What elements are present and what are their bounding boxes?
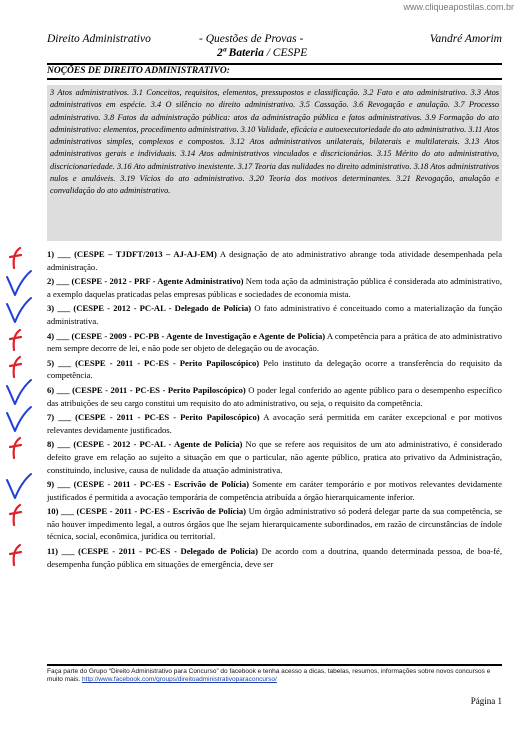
battery-label: 2ª Bateria [217, 47, 264, 59]
question-number: 3) ___ [47, 303, 71, 314]
question-text: Pelo instituto da delegação ocorre a transferência do requisito da competência. [47, 357, 502, 381]
question-number: 7) ___ [47, 412, 72, 423]
header-subject: Direito Administrativo [47, 33, 151, 45]
question-text: Um órgão administrativo só poderá delegar parte da sua competência, se não houver impedimento legal, a outros órgãos que lhe sejam hierarquicamente subordinados, em razão de circunstâncias de índole técnica, social, econômica, jurídica ou territorial. [47, 506, 502, 542]
false-mark-icon [10, 357, 21, 377]
question-item [47, 545, 502, 570]
question-text: O fato administrativo é conceituado como a materialização da função administrativa. [47, 303, 502, 326]
section-rule [47, 78, 502, 80]
header-battery [217, 47, 307, 59]
syllabus-box: 3 Atos administrativos. 3.1 Conceitos, requisitos, elementos, pressupostos e classificação. 3.2 Fato e ato administrativo. 3.3 Atos administrativos em espécie. 3.4 O silêncio no direito administrativo. 3.5 Cassação. 3.6 Revogação e anulação. 3.7 Processo administrativo. 3.8 Fatos da administração pública: atos da administração pública e fatos administrativos. 3.9 Formação do ato administrativo: elementos, procedimento administrativo. 3.10 Validade, eficácia e autoexecutoriedade do ato administrativo. 3.11 Atos administrativos simples, complexos e compostos. 3.12 Atos administrativos unilaterais, bilaterais e multilaterais. 3.13 Atos administrativos gerais e individuais. 3.14 Atos administrativos vinculados e discricionários. 3.15 Mérito do ato administrativo, discricionariedade. 3.16 Ato administrativo inexistente. 3.17 Teoria das nulidades no direito administrativo. 3.18 Atos administrativos nulos e anuláveis. 3.19 Vícios do ato administrativo. 3.20 Teoria dos motivos determinantes. 3.21 Revogação, anulação e convalidação do ato administrativo. [47, 85, 502, 241]
question-source: (CESPE - 2011 - PC-ES - Escrivão de Polícia) [73, 506, 246, 517]
question-number: 9) ___ [47, 479, 71, 490]
question-text: De acordo com a doutrina, quando determinada pessoa, de boa-fé, desempenha função pública em situações de emergência, deve ser [47, 546, 502, 569]
exam-label: / CESPE [263, 47, 308, 59]
false-mark-icon [10, 330, 21, 350]
true-mark-icon [7, 298, 31, 322]
true-mark-icon [7, 407, 31, 431]
question-source: (CESPE - 2011 - PC-ES - Escrivão de Polícia) [70, 479, 249, 490]
question-source: (CESPE - 2011 - PC-ES - Perito Papiloscópico) [71, 412, 260, 423]
header-author: Vandré Amorim [429, 33, 502, 45]
question-text: O poder legal conferido ao agente público para o desempenho específico das atribuições de seu cargo constitui um requisito do ato administrativo, ou seja, o requisito da competência. [47, 384, 502, 408]
question-number: 10) ___ [47, 506, 74, 517]
false-mark-icon [10, 505, 21, 525]
question-item [47, 384, 502, 409]
section-title: NOÇÕES DE DIREITO ADMINISTRATIVO: [47, 66, 230, 76]
question-item [47, 302, 502, 327]
question-source: (CESPE – TJDFT/2013 – AJ-AJ-EM) [70, 249, 217, 259]
question-number: 2) ___ [47, 276, 70, 287]
question-text: A avocação será permitida em caráter excepcional e por motivos relevantes devidamente justificados. [47, 412, 503, 435]
question-source: (CESPE - 2009 - PC-PB - Agente de Investigação e Agente de Polícia) [69, 330, 326, 341]
question-number: 1) ___ [47, 249, 71, 259]
question-source: (CESPE - 2012 - PRF - Agente Administrativo) [69, 276, 244, 287]
question-source: (CESPE - 2011 - PC-ES - Perito Papiloscópico) [71, 357, 260, 368]
question-number: 11) ___ [47, 546, 75, 557]
true-mark-icon [7, 474, 31, 498]
false-mark-icon [10, 438, 21, 458]
site-watermark: www.cliqueapostilas.com.br [403, 2, 514, 12]
question-item [47, 411, 502, 436]
question-source: (CESPE - 2012 - PC-AL - Agente de Polícia) [70, 439, 243, 450]
header-title: - Questões de Provas - [199, 33, 304, 45]
question-list [47, 248, 502, 570]
question-source: (CESPE - 2011 - PC-ES - Perito Papiloscópico) [69, 384, 246, 395]
question-text: No que se refere aos requisitos de um ato administrativo, é considerado defeito grave em relação ao sujeito a situação em que o particular, não agente público, pratica ato privativo da Administração, constituindo, inclusive, causa de nulidade da atuação administrativa. [47, 439, 502, 475]
false-mark-icon [10, 545, 21, 565]
footer-rule [47, 664, 502, 666]
question-source: (CESPE - 2011 - PC-ES - Delegado de Polícia) [74, 546, 258, 557]
true-mark-icon [7, 380, 31, 404]
question-item [47, 275, 502, 300]
question-source: (CESPE - 2012 - PC-AL - Delegado de Polícia) [70, 303, 252, 314]
question-item [47, 357, 502, 382]
question-item [47, 478, 502, 503]
question-number: 8) ___ [47, 439, 71, 450]
false-mark-icon [10, 248, 21, 268]
true-mark-icon [7, 271, 31, 295]
question-item [47, 330, 502, 355]
question-number: 5) ___ [47, 357, 72, 368]
facebook-group-link[interactable]: http://www.facebook.com/groups/direitoadministrativoparaconcurso/ [82, 676, 277, 684]
question-text: Nem toda ação da administração pública é considerada ato administrativo, a exemplo daquelas praticadas pelas empresas públicas e sociedades de economia mista. [47, 276, 503, 299]
question-text: A designação de ato administrativo abrange toda atividade desempenhada pela administração. [47, 249, 503, 272]
question-item [47, 248, 502, 273]
page-header [47, 33, 502, 63]
question-number: 6) ___ [47, 384, 70, 395]
footer-note [47, 668, 502, 685]
footer-text: Faça parte do Grupo “Direito Administrativo para Concurso” do facebook e tenha acesso a dicas, tabelas, resumos, informações sobre novos concursos e muito mais. [47, 668, 491, 684]
question-text: A competência para a prática de ato administrativo nem sempre decorre de lei, e não pode ser objeto de delegação ou de avocação. [47, 330, 502, 354]
question-item [47, 505, 502, 543]
question-text: Somente em caráter temporário e por motivos relevantes devidamente justificados é permitida a avocação temporária de competência atribuída a órgão hierarquicamente inferior. [47, 479, 502, 502]
header-rule [47, 63, 502, 65]
page-number: Página 1 [470, 696, 502, 706]
question-number: 4) ___ [47, 330, 70, 341]
question-item [47, 438, 502, 476]
